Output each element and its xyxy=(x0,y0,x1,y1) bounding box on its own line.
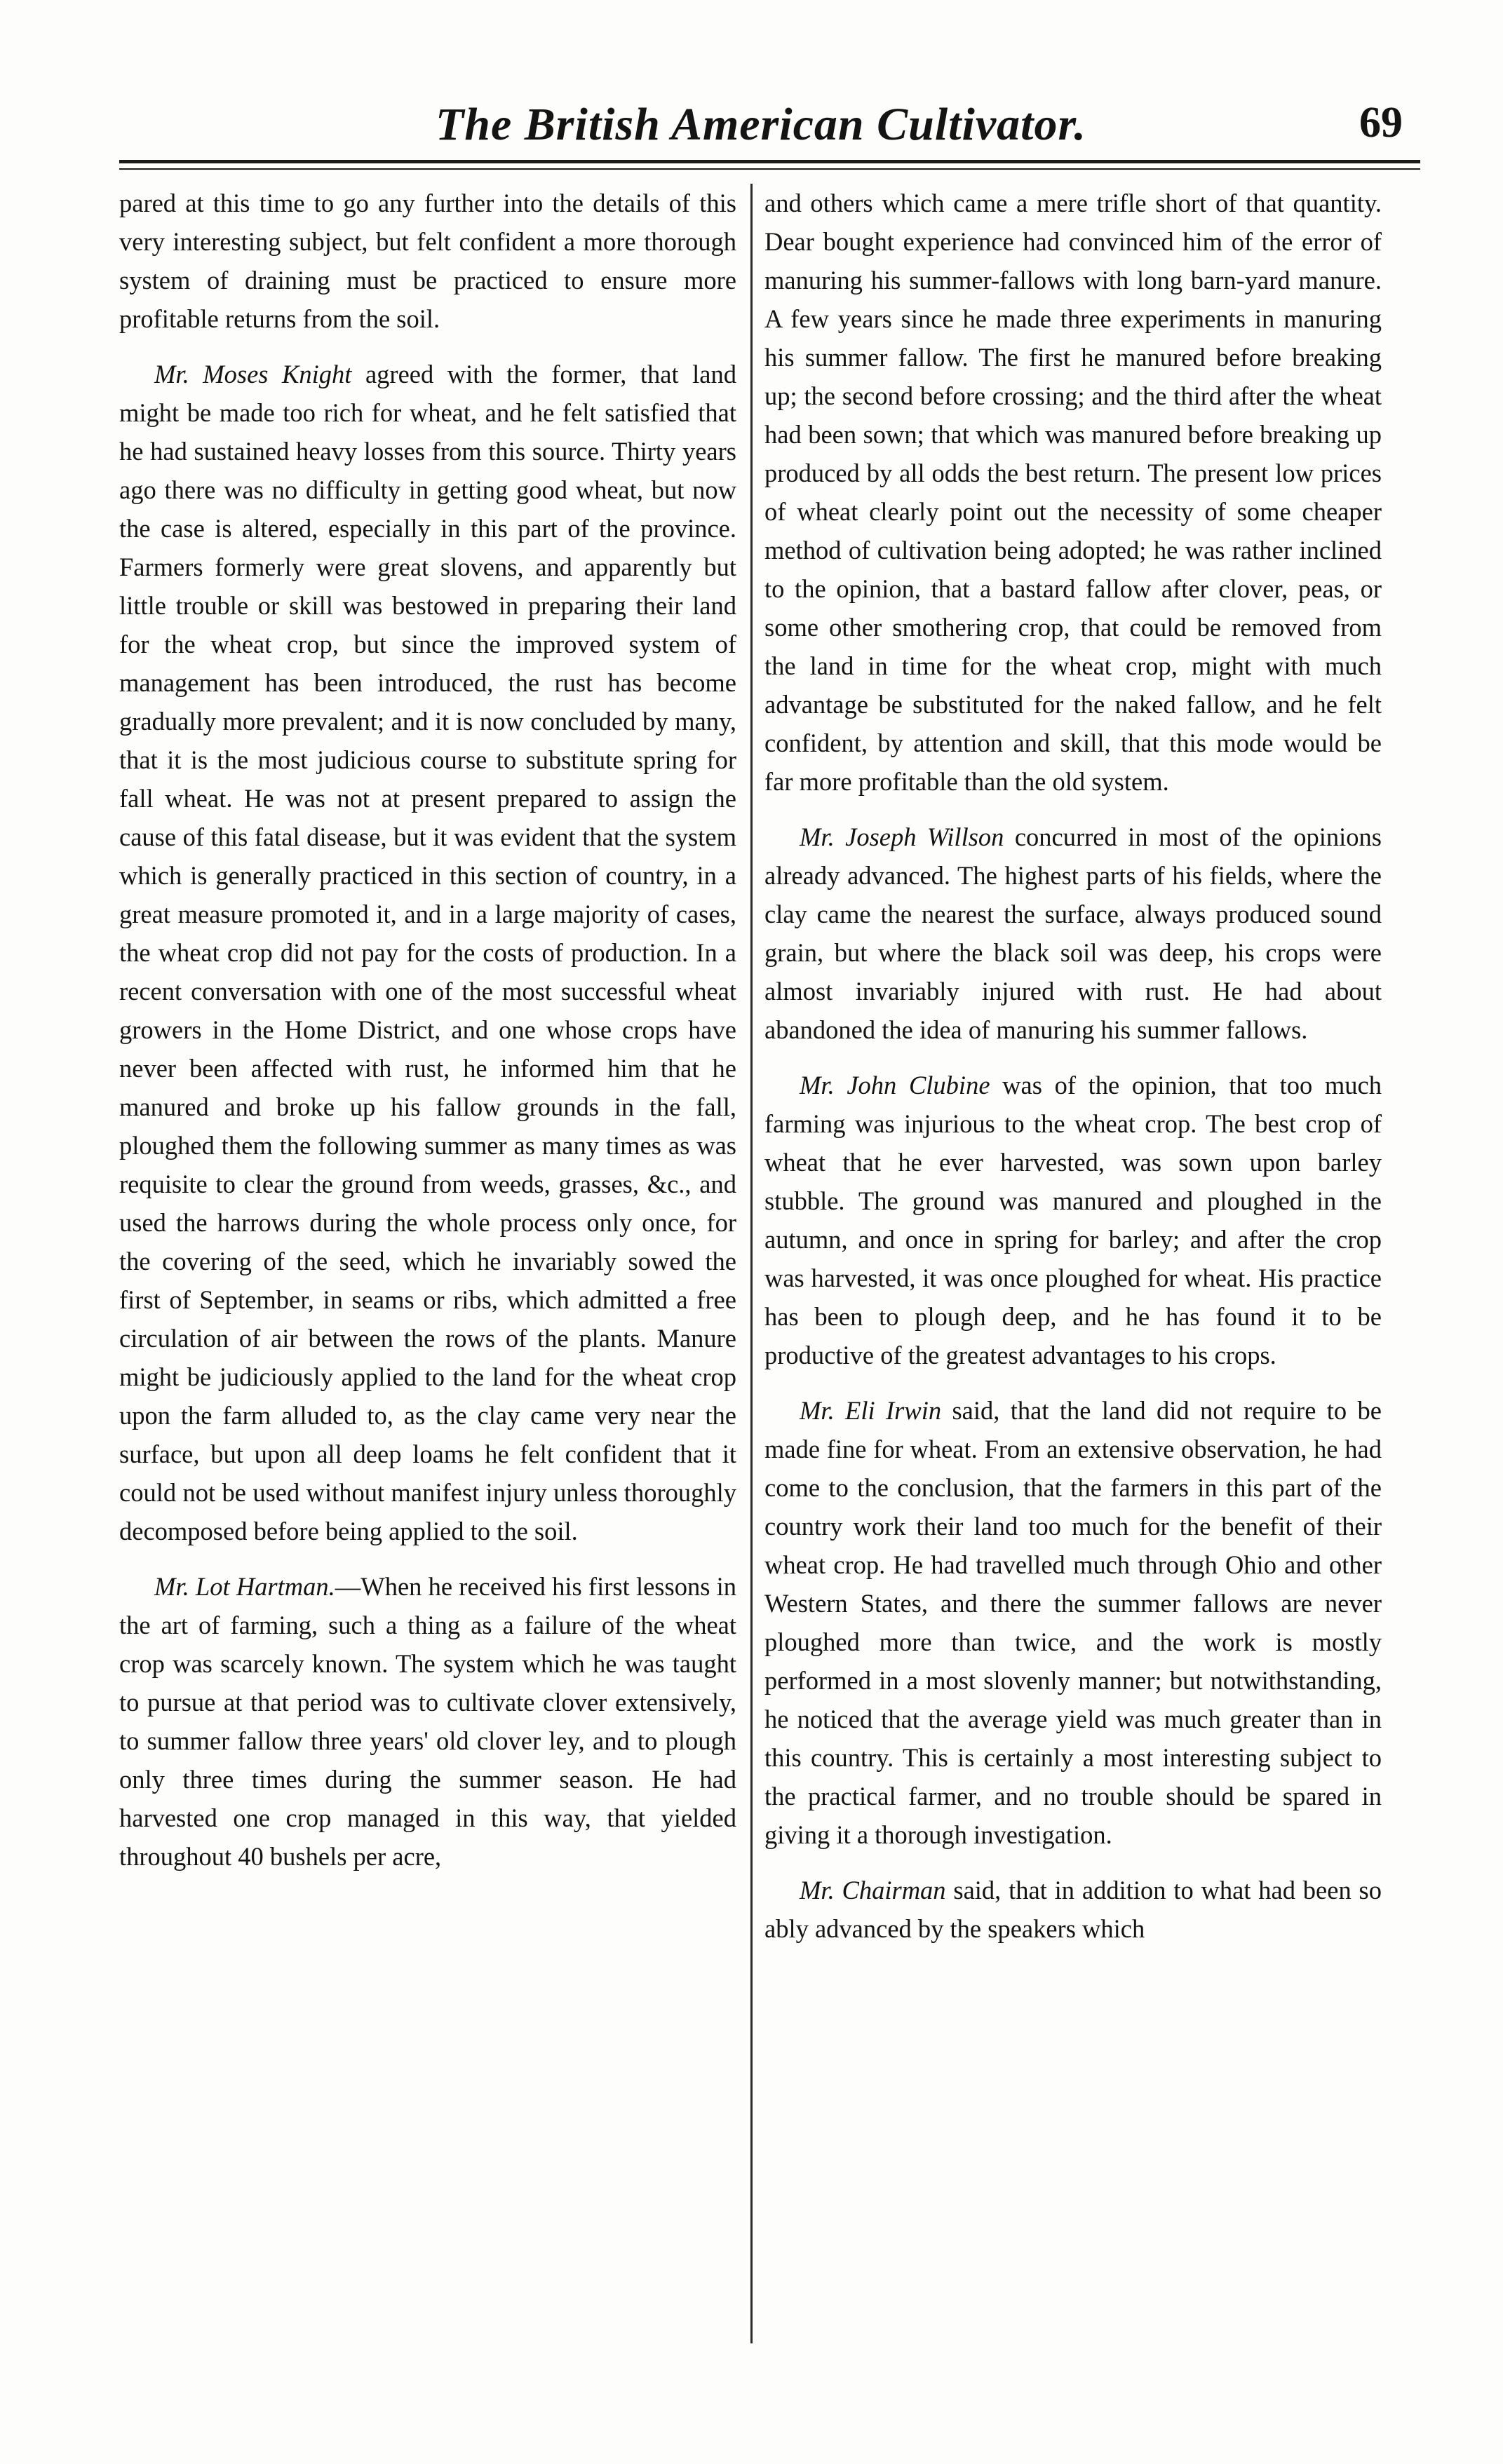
speaker-name: Mr. Lot Hartman. xyxy=(154,1572,335,1601)
paragraph-text: —When he received his first lessons in the art of farming, such a thing as a failure of the wheat crop was scarcely known. The system which he was taught to pursue at that period was to cultivate clover extensively, to summer fallow three years' old clover ley, and to plough only three times during the summer season. He had harvested one crop managed in this way, that yielded throughout 40 bushels per acre, xyxy=(119,1572,737,1871)
paragraph-text: said, that in addition to what had been so ably advanced by the speakers which xyxy=(764,1876,1382,1943)
speaker-name: Mr. Chairman xyxy=(800,1876,946,1904)
page-number: 69 xyxy=(1359,99,1403,147)
column-divider xyxy=(750,184,753,2343)
paragraph-text: said, that the land did not require to be made fine for wheat. From an extensive observation, he had come to the conclusion, that the farmers in this part of the country work their land too much for the benefit of their wheat crop. He had travelled much through Ohio and other Western States, and there the summer fallows are never ploughed more than twice, and the work is mostly performed in a most slovenly manner; but notwithstanding, he noticed that the average yield was much greater than in this country. This is certainly a most interesting subject to the practical farmer, and no trouble should be spared in giving it a thorough investigation. xyxy=(764,1396,1382,1849)
header-rule-thick xyxy=(119,160,1420,163)
speaker-name: Mr. Joseph Willson xyxy=(800,823,1004,851)
paragraph-lot-hartman xyxy=(119,1567,736,1876)
paragraph-moses-knight xyxy=(119,355,736,1550)
paragraph-eli-irwin xyxy=(764,1391,1382,1854)
right-column xyxy=(764,184,1382,2350)
speaker-name: Mr. Eli Irwin xyxy=(800,1396,942,1425)
publication-title: The British American Cultivator. xyxy=(435,99,1087,150)
paragraph-text: was of the opinion, that too much farming was injurious to the wheat crop. The best crop of wheat that he ever harvested, was sown upon barley stubble. The ground was manured and ploughed in the autumn, and once in spring for barley; and after the crop was harvested, it was once ploughed for wheat. His practice has been to plough deep, and he has found it to be productive of the greatest advantages to his crops. xyxy=(764,1071,1382,1369)
left-column xyxy=(119,184,736,2350)
speaker-name: Mr. John Clubine xyxy=(800,1071,990,1099)
paragraph-joseph-willson xyxy=(764,818,1382,1049)
running-head xyxy=(105,91,1417,161)
paragraph-john-clubine xyxy=(764,1066,1382,1374)
paragraph-chairman xyxy=(764,1871,1382,1948)
speaker-name: Mr. Moses Knight xyxy=(154,360,352,388)
paragraph-text: agreed with the former, that land might be made too rich for wheat, and he felt satisfied that he had sustained heavy losses from this source. Thirty years ago there was no difficulty in getting good wheat, but now the case is altered, especially in this part of the province. Farmers formerly were great slovens, and apparently but little trouble or skill was bestowed in preparing their land for the wheat crop, but since the improved system of management has been introduced, the rust has become gradually more prevalent; and it is now concluded by many, that it is the most judicious course to substitute spring for fall wheat. He was not at present prepared to assign the cause of this fatal disease, but it was evident that the system which is generally practiced in this section of country, in a great measure promoted it, and in a large majority of cases, the wheat crop did not pay for the costs of production. In a recent conversation with one of the most successful wheat growers in the Home District, and one whose crops have never been affected with rust, he informed him that he manured and broke up his fallow grounds in the fall, ploughed them the following summer as many times as was requisite to clear the ground from weeds, grasses, &c., and used the harrows during the whole process only once, for the covering of the seed, which he invariably sowed the first of September, in seams or ribs, which admitted a free circulation of air between the rows of the plants. Manure might be judiciously applied to the land for the wheat crop upon the farm alluded to, as the clay came very near the surface, but upon all deep loams he felt confident that it could not be used without manifest injury unless thoroughly decomposed before being applied to the soil. xyxy=(119,360,736,1545)
paragraph-continued: and others which came a mere trifle short of that quantity. Dear bought experience had convinced him of the error of manuring his summer-fallows with long barn-yard manure. A few years since he made three experiments in manuring his summer fallow. The first he manured before breaking up; the second before crossing; and the third after the wheat had been sown; that which was manured before breaking up produced by all odds the best return. The present low prices of wheat clearly point out the necessity of some cheaper method of cultivation being adopted; he was rather inclined to the opinion, that a bastard fallow after clover, peas, or some other smothering crop, that could be removed from the land in time for the wheat crop, might with much advantage be substituted for the naked fallow, and he felt confident, by attention and skill, that this mode would be far more profitable than the old system. xyxy=(764,189,1382,796)
paragraph-text: concurred in most of the opinions already advanced. The highest parts of his fields, where the clay came the nearest the surface, always produced sound grain, but where the black soil was deep, his crops were almost invariably injured with rust. He had about abandoned the idea of manuring his summer fallows. xyxy=(764,823,1382,1044)
header-rule-thin xyxy=(119,168,1420,170)
paragraph-continued: pared at this time to go any further into the details of this very interesting subject, but felt confident a more thorough system of draining must be practiced to ensure more profitable returns from the soil. xyxy=(119,189,736,333)
